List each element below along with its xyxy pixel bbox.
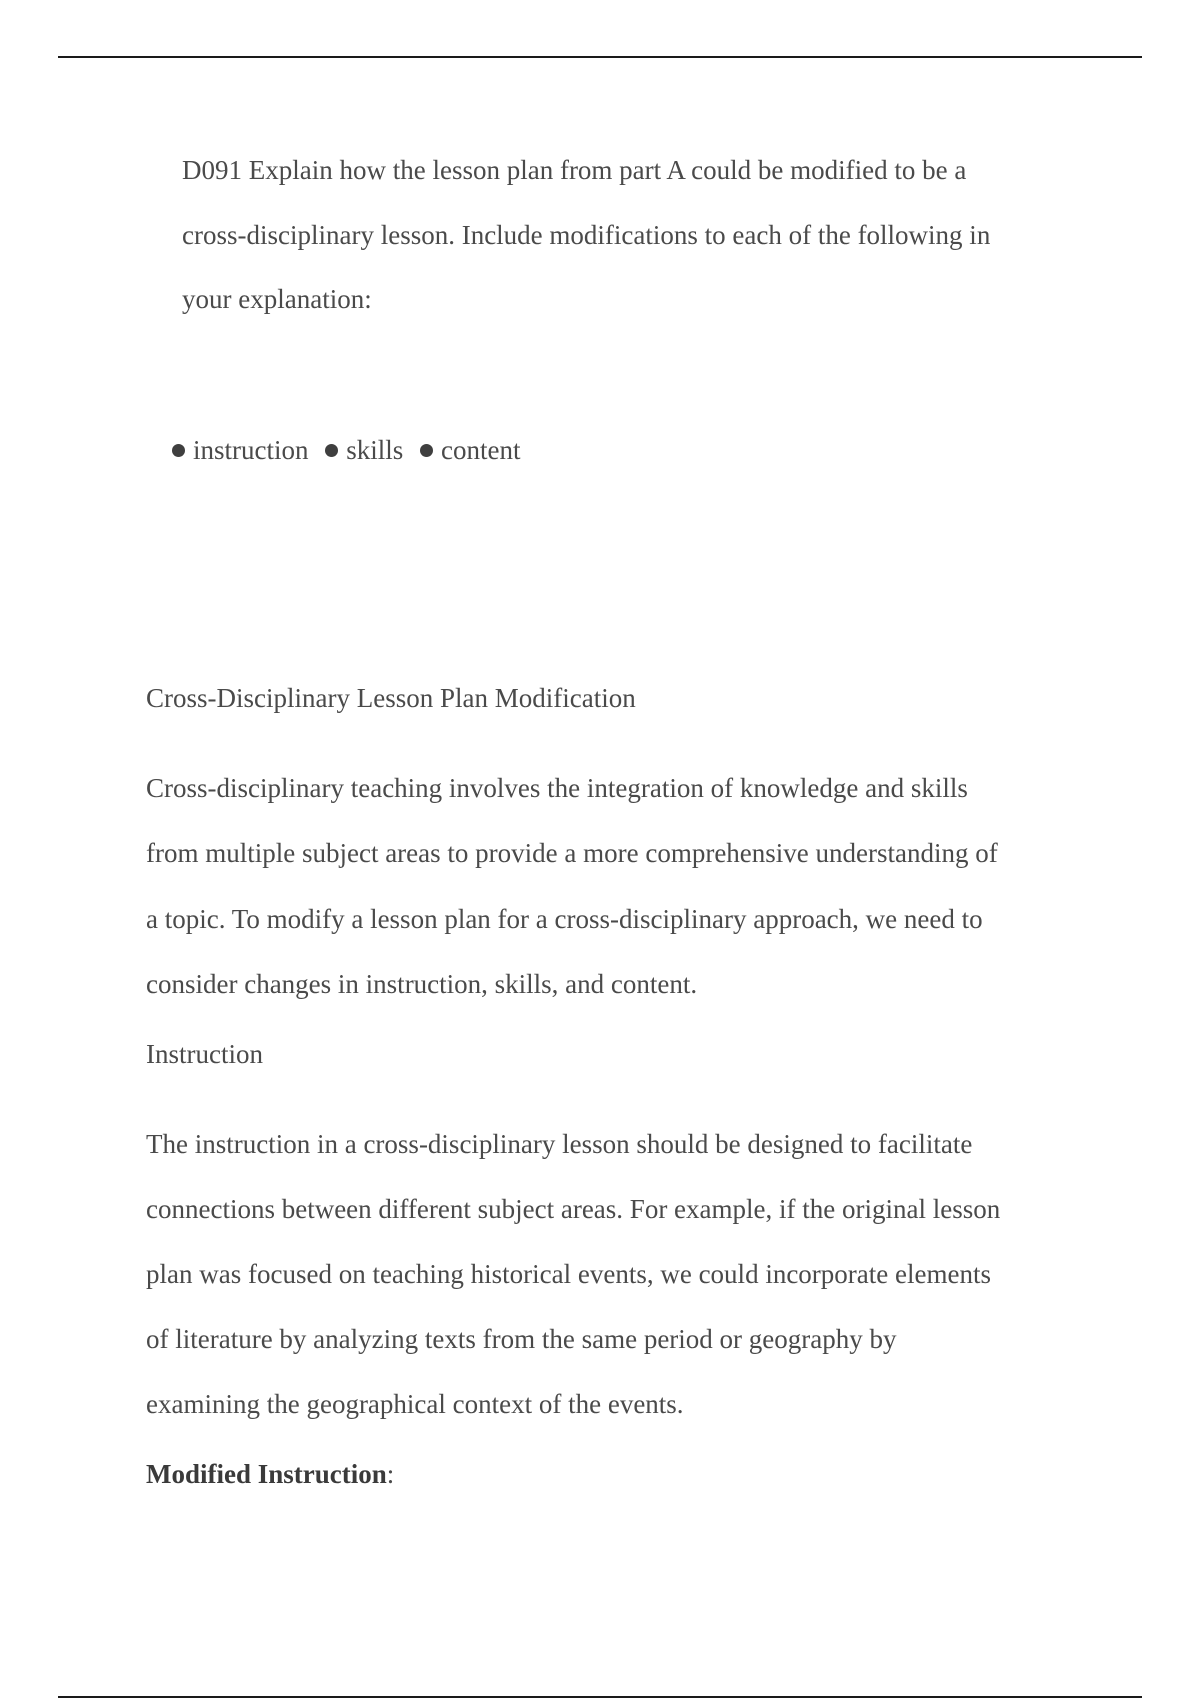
paragraph-line: examining the geographical context of the events. bbox=[146, 1389, 684, 1419]
top-divider bbox=[58, 56, 1142, 58]
modified-instruction-label: Modified Instruction bbox=[146, 1459, 387, 1489]
bullet-icon bbox=[172, 444, 185, 457]
prompt-line: cross-disciplinary lesson. Include modifications to each of the following in bbox=[182, 219, 991, 250]
prompt-bullet-list bbox=[172, 430, 531, 470]
paragraph-line: The instruction in a cross-disciplinary lesson should be designed to facilitate bbox=[146, 1129, 973, 1159]
bullet-icon bbox=[420, 444, 433, 457]
paragraph-line: a topic. To modify a lesson plan for a cross-disciplinary approach, we need to bbox=[146, 903, 983, 934]
bullet-item-content bbox=[420, 430, 520, 470]
paragraph-line: from multiple subject areas to provide a more comprehensive understanding of bbox=[146, 838, 998, 869]
assignment-prompt bbox=[182, 138, 1082, 332]
section-title: Cross-Disciplinary Lesson Plan Modification bbox=[146, 683, 636, 713]
instruction-paragraph bbox=[146, 1112, 1066, 1437]
paragraph-line: Cross-disciplinary teaching involves the integration of knowledge and skills bbox=[146, 773, 968, 803]
intro-paragraph bbox=[146, 756, 1066, 1017]
bullet-label: skills bbox=[346, 435, 404, 465]
modified-instruction-colon: : bbox=[386, 1459, 395, 1489]
modified-instruction-heading bbox=[146, 1454, 1066, 1494]
paragraph-line: plan was focused on teaching historical events, we could incorporate elements bbox=[146, 1259, 991, 1289]
bullet-label: content bbox=[441, 435, 521, 465]
instruction-heading: Instruction bbox=[146, 1039, 263, 1069]
bottom-divider bbox=[58, 1696, 1142, 1698]
prompt-line: your explanation: bbox=[182, 284, 372, 314]
paragraph-line: of literature by analyzing texts from the same period or geography by bbox=[146, 1324, 897, 1354]
bullet-icon bbox=[325, 444, 338, 457]
bullet-label: instruction bbox=[193, 435, 309, 465]
bullet-item-instruction bbox=[172, 430, 309, 470]
prompt-line: D091 Explain how the lesson plan from part A could be modified to be a bbox=[182, 155, 967, 185]
bullet-item-skills bbox=[325, 430, 403, 470]
paragraph-line: consider changes in instruction, skills, and content. bbox=[146, 968, 698, 999]
paragraph-line: connections between different subject areas. For example, if the original lesson bbox=[146, 1194, 1001, 1224]
